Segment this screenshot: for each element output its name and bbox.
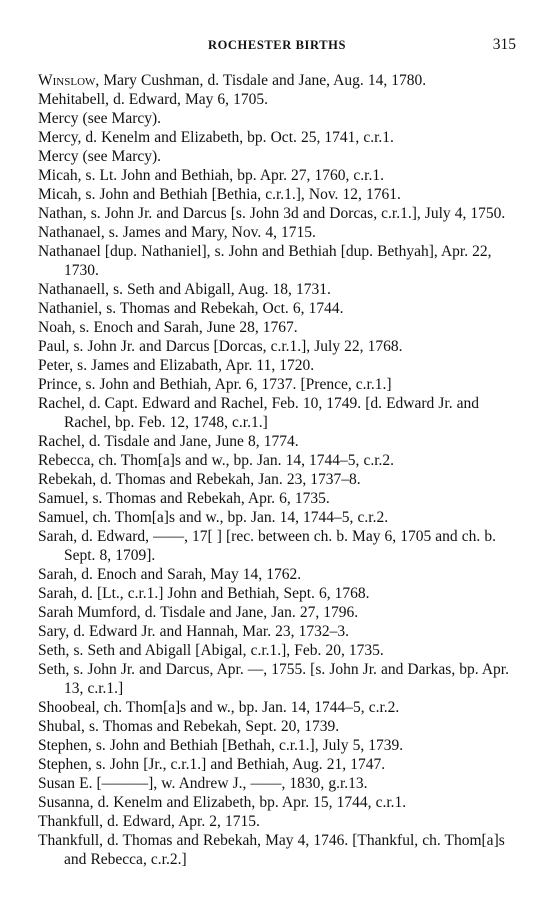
page-number: 315: [492, 36, 516, 53]
birth-record: Susan E. [———], w. Andrew J., ——, 1830, g.r.13.: [38, 775, 368, 792]
birth-record: Samuel, s. Thomas and Rebekah, Apr. 6, 1735.: [38, 490, 330, 507]
birth-record: Shoobeal, ch. Thom[a]s and w., bp. Jan. 14, 1744–5, c.r.2.: [38, 699, 400, 716]
birth-record: [38, 71, 516, 90]
birth-record: Sary, d. Edward Jr. and Hannah, Mar. 23, 1732–3.: [38, 623, 349, 640]
birth-record: Susanna, d. Kenelm and Elizabeth, bp. Apr. 15, 1744, c.r.1.: [38, 794, 407, 811]
birth-record: Mercy, d. Kenelm and Elizabeth, bp. Oct. 25, 1741, c.r.1.: [38, 129, 394, 146]
birth-record: Paul, s. John Jr. and Darcus [Dorcas, c.r.1.], July 22, 1768.: [38, 338, 403, 355]
birth-record: Seth, s. John Jr. and Darcus, Apr. —, 1755. [s. John Jr. and Darkas, bp. Apr. 13, c.r.1.]: [38, 661, 509, 697]
birth-record: Noah, s. Enoch and Sarah, June 28, 1767.: [38, 319, 298, 336]
birth-record: Seth, s. Seth and Abigall [Abigal, c.r.1.], Feb. 20, 1735.: [38, 642, 384, 659]
birth-record: Nathanaell, s. Seth and Abigall, Aug. 18, 1731.: [38, 281, 331, 298]
birth-record: Rachel, d. Tisdale and Jane, June 8, 1774.: [38, 433, 299, 450]
birth-record: Rebekah, d. Thomas and Rebekah, Jan. 23, 1737–8.: [38, 471, 361, 488]
birth-record: Thankfull, d. Edward, Apr. 2, 1715.: [38, 813, 260, 830]
birth-record: Sarah, d. Edward, ——, 17[ ] [rec. between ch. b. May 6, 1705 and ch. b. Sept. 8, 1709].: [38, 528, 496, 564]
birth-record: Nathaniel, s. Thomas and Rebekah, Oct. 6, 1744.: [38, 300, 344, 317]
birth-record: Stephen, s. John [Jr., c.r.1.] and Bethiah, Aug. 21, 1747.: [38, 756, 386, 773]
birth-record: Rachel, d. Capt. Edward and Rachel, Feb. 10, 1749. [d. Edward Jr. and Rachel, bp. Feb. 12, 1748, c.r.1.]: [38, 395, 480, 431]
birth-record: Samuel, ch. Thom[a]s and w., bp. Jan. 14, 1744–5, c.r.2.: [38, 509, 389, 526]
birth-record: Micah, s. John and Bethiah [Bethia, c.r.1.], Nov. 12, 1761.: [38, 186, 401, 203]
birth-record: Sarah, d. Enoch and Sarah, May 14, 1762.: [38, 566, 302, 583]
birth-record: Stephen, s. John and Bethiah [Bethah, c.r.1.], July 5, 1739.: [38, 737, 404, 754]
birth-record: Nathan, s. John Jr. and Darcus [s. John 3d and Dorcas, c.r.1.], July 4, 1750.: [38, 205, 506, 222]
birth-record: Thankfull, d. Thomas and Rebekah, May 4, 1746. [Thankful, ch. Thom[a]s and Rebecca, c.r.2.]: [38, 832, 505, 868]
surname-heading: Winslow,: [38, 72, 100, 89]
birth-record: Shubal, s. Thomas and Rebekah, Sept. 20, 1739.: [38, 718, 340, 735]
birth-record: Mehitabell, d. Edward, May 6, 1705.: [38, 91, 269, 108]
record-text: Mary Cushman, d. Tisdale and Jane, Aug. 14, 1780.: [99, 72, 427, 89]
birth-record: Prince, s. John and Bethiah, Apr. 6, 1737. [Prence, c.r.1.]: [38, 376, 392, 393]
birth-record: Peter, s. James and Elizabath, Apr. 11, 1720.: [38, 357, 315, 374]
running-head: [38, 38, 516, 56]
birth-record: Mercy (see Marcy).: [38, 148, 162, 165]
birth-record: Nathanael, s. James and Mary, Nov. 4, 1715.: [38, 224, 316, 241]
birth-record-list: [38, 71, 516, 869]
birth-record: Sarah Mumford, d. Tisdale and Jane, Jan. 27, 1796.: [38, 604, 359, 621]
birth-record: Rebecca, ch. Thom[a]s and w., bp. Jan. 14, 1744–5, c.r.2.: [38, 452, 395, 469]
birth-record: Nathanael [dup. Nathaniel], s. John and Bethiah [dup. Bethyah], Apr. 22, 1730.: [38, 243, 492, 279]
birth-record: Micah, s. Lt. John and Bethiah, bp. Apr. 27, 1760, c.r.1.: [38, 167, 384, 184]
running-title: ROCHESTER BIRTHS: [207, 38, 347, 52]
birth-record: Sarah, d. [Lt., c.r.1.] John and Bethiah, Sept. 6, 1768.: [38, 585, 370, 602]
birth-record: Mercy (see Marcy).: [38, 110, 162, 127]
